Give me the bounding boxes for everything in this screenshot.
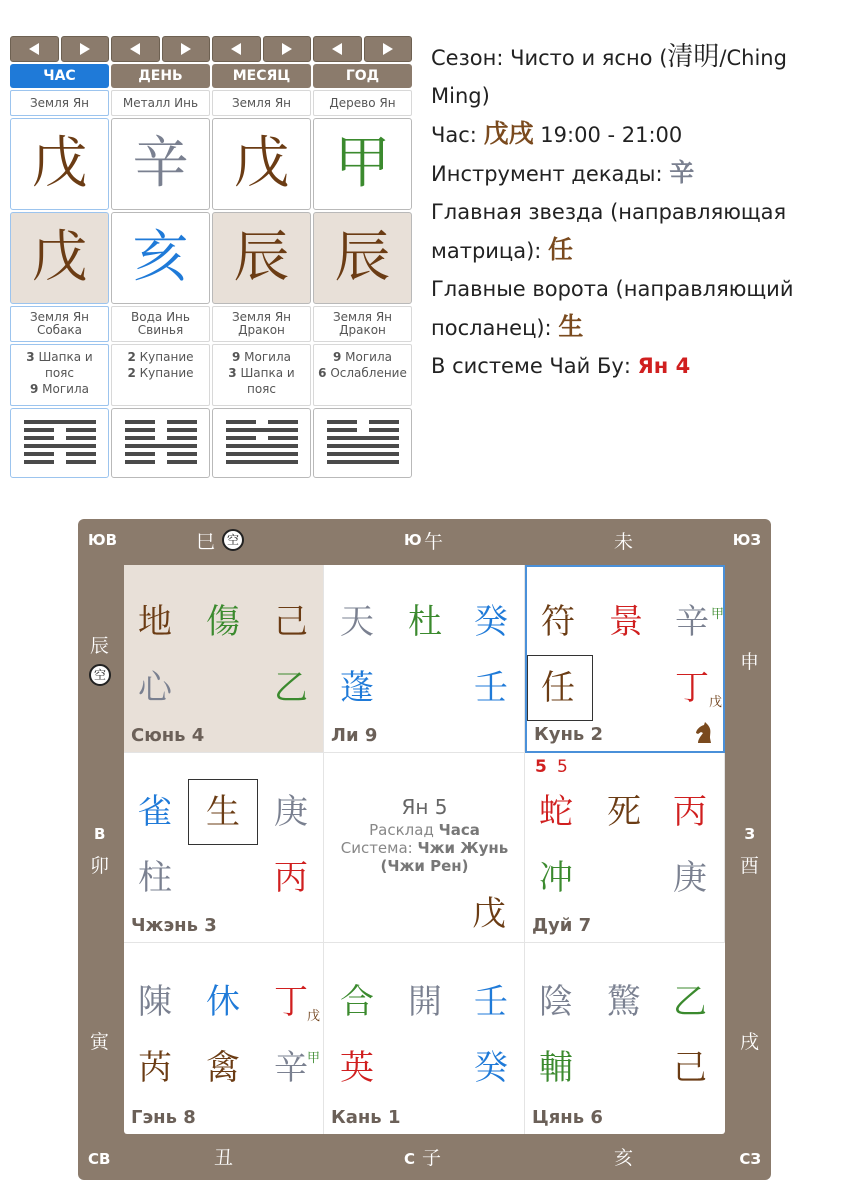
hour-branch[interactable]: 戊 (10, 212, 109, 304)
hexagram-line (24, 420, 96, 424)
star: 英 (340, 1048, 374, 1088)
heaven-stem: 丁 (274, 982, 308, 1022)
life-stages: 3 Шапка и пояс 9 Могила (10, 344, 109, 406)
palace-name: Кань 1 (331, 1107, 401, 1128)
hexagram-line (24, 460, 54, 464)
hexagram-line (226, 420, 256, 424)
center-layout: Расклад Часа (369, 821, 480, 839)
element-label: Земля Ян (212, 90, 311, 116)
hexagram-line (327, 436, 399, 440)
deity: 蛇 (539, 792, 573, 832)
hexagram-line (125, 444, 197, 448)
chaibu-line: В системе Чай Бу: Ян 4 (431, 354, 691, 378)
hexagram-line (66, 428, 96, 432)
center-title: Ян 5 (401, 795, 448, 819)
hexagram-line (369, 420, 399, 424)
branch-hai: 亥 (614, 1147, 634, 1169)
hexagram-line (125, 436, 155, 440)
day-nav (111, 36, 210, 62)
star: 輔 (539, 1048, 573, 1088)
branch-shen: 申 (739, 651, 759, 673)
hour-line: Час: 戊戌 19:00 - 21:00 (431, 119, 683, 148)
hexagram-line (125, 428, 155, 432)
star-line: Главная звезда (направляющая матрица): 任 (431, 200, 787, 264)
hexagram-line (327, 428, 357, 432)
hexagram-icon (125, 418, 197, 468)
hexagram-line (226, 444, 298, 448)
hidden-stem: 戊 (709, 695, 723, 710)
life-stages: 2 Купание 2 Купание (111, 344, 210, 406)
year-prev-button[interactable] (313, 36, 362, 62)
corner-ne: СВ (88, 1150, 111, 1168)
hour-stem[interactable]: 戊 (10, 118, 109, 210)
door: 死 (607, 792, 641, 832)
life-stages: 9 Могила 6 Ослабление (313, 344, 412, 406)
element-label: Дерево Ян (313, 90, 412, 116)
corner-se: ЮВ (88, 531, 118, 549)
earth-stem: 丙 (274, 858, 308, 898)
heaven-stem: 丙 (673, 792, 707, 832)
animal-label: Земля Ян Собака (10, 306, 109, 342)
count-badge: 5 (535, 757, 547, 777)
hexagram-line (167, 436, 197, 440)
star: 心 (138, 668, 172, 708)
day-stem[interactable]: 辛 (111, 118, 210, 210)
hexagram-line (167, 460, 197, 464)
hexagram-icon (327, 418, 399, 468)
earth-stem: 癸 (474, 1048, 508, 1088)
door: 生 (206, 792, 240, 832)
palace-name: Чжэнь 3 (131, 915, 217, 936)
tab-hour[interactable]: ЧАС (10, 64, 109, 88)
earth-stem: 辛 (274, 1048, 308, 1088)
branch-chen: 辰 (90, 635, 110, 657)
month-branch[interactable]: 辰 (212, 212, 311, 304)
gate-line: Главные ворота (направляющий посланец): 生 (431, 277, 794, 341)
palace-dui[interactable] (525, 753, 725, 943)
hour-next-button[interactable] (61, 36, 110, 62)
element-label: Металл Инь (111, 90, 210, 116)
hexagram[interactable] (10, 408, 109, 478)
direction-west: З (744, 825, 755, 843)
hexagram-line (226, 452, 298, 456)
hexagram-line (226, 436, 256, 440)
secondary-star: 禽 (206, 1048, 240, 1088)
month-nav (212, 36, 311, 62)
hexagram-line (226, 428, 298, 432)
heaven-stem: 庚 (274, 792, 308, 832)
heaven-stem: 辛 (675, 602, 709, 642)
count-badge: 5 (557, 757, 568, 777)
month-next-button[interactable] (263, 36, 312, 62)
hexagram[interactable] (313, 408, 412, 478)
hexagram-line (125, 420, 155, 424)
deity: 陰 (539, 982, 573, 1022)
palace-qian[interactable] (525, 943, 725, 1134)
year-nav (313, 36, 412, 62)
month-stem[interactable]: 戊 (212, 118, 311, 210)
hexagram-line (369, 428, 399, 432)
direction-east: В (94, 825, 106, 843)
heaven-stem: 癸 (474, 602, 508, 642)
palace-name: Гэнь 8 (131, 1107, 196, 1128)
four-pillars-panel (10, 36, 412, 480)
palace-name: Ли 9 (331, 725, 378, 746)
palace-grid (124, 565, 725, 1134)
corner-sw: ЮЗ (732, 531, 761, 549)
door: 開 (408, 982, 442, 1022)
hexagram[interactable] (111, 408, 210, 478)
branch-chou: 丑 (214, 1147, 234, 1169)
hidden-stem: 戊 (307, 1009, 321, 1024)
left-arrow-icon (229, 42, 243, 56)
hexagram-line (327, 420, 357, 424)
animal-label: Земля Ян Дракон (313, 306, 412, 342)
heaven-stem: 己 (274, 602, 308, 642)
branch-you: 酉 (739, 855, 759, 877)
deity: 地 (138, 602, 172, 642)
info-panel (431, 38, 831, 385)
hexagram-line (226, 460, 298, 464)
branch-mao: 卯 (90, 855, 110, 877)
palace-li[interactable] (324, 565, 525, 753)
void-marker-icon: 空 (222, 529, 244, 551)
hexagram-line (24, 452, 54, 456)
earth-stem: 壬 (474, 668, 508, 708)
heaven-stem: 乙 (673, 982, 707, 1022)
palace-xun[interactable] (124, 565, 324, 753)
hexagram-line (125, 460, 155, 464)
life-stages: 9 Могила 3 Шапка и пояс (212, 344, 311, 406)
deity: 天 (340, 602, 374, 642)
branch-si: 巳 (196, 531, 216, 553)
center-stem: 戊 (472, 894, 506, 934)
palace-name: Сюнь 4 (131, 725, 205, 746)
heaven-stem: 壬 (474, 982, 508, 1022)
palace-name: Дуй 7 (532, 915, 592, 936)
tab-year[interactable]: ГОД (313, 64, 412, 88)
palace-center[interactable] (324, 753, 525, 943)
palace-kan[interactable] (324, 943, 525, 1134)
right-arrow-icon (280, 42, 294, 56)
void-marker-icon: 空 (89, 664, 111, 686)
right-arrow-icon (381, 42, 395, 56)
day-prev-button[interactable] (111, 36, 160, 62)
element-label: Земля Ян (10, 90, 109, 116)
door: 景 (609, 602, 643, 642)
branch-yin: 寅 (90, 1031, 110, 1053)
hexagram-line (24, 444, 96, 448)
hexagram-line (327, 444, 399, 448)
animal-label: Земля Ян Дракон (212, 306, 311, 342)
hexagram[interactable] (212, 408, 311, 478)
corner-nw: СЗ (739, 1150, 761, 1168)
door: 傷 (206, 602, 240, 642)
branch-wu: 午 (424, 531, 444, 553)
season-line: Сезон: Чисто и ясно (清明/Ching Ming) (431, 42, 787, 108)
deity: 符 (541, 602, 575, 642)
star: 蓬 (340, 668, 374, 708)
hexagram-line (66, 460, 96, 464)
hour-nav (10, 36, 109, 62)
deity: 合 (340, 982, 374, 1022)
earth-stem: 丁 (675, 668, 709, 708)
hexagram-line (327, 452, 399, 456)
hidden-stem: 甲 (711, 607, 725, 622)
hexagram-line (24, 428, 54, 432)
hexagram-line (66, 452, 96, 456)
year-next-button[interactable] (364, 36, 413, 62)
hexagram-line (167, 420, 197, 424)
nav-row (10, 36, 412, 62)
hidden-stem: 甲 (307, 1051, 321, 1066)
hexagram-icon (24, 418, 96, 468)
deity: 雀 (138, 792, 172, 832)
earth-stem: 乙 (274, 668, 308, 708)
left-arrow-icon (128, 42, 142, 56)
deity: 陳 (138, 982, 172, 1022)
animal-label: Вода Инь Свинья (111, 306, 210, 342)
tab-month[interactable]: МЕСЯЦ (212, 64, 311, 88)
qimen-chart (78, 519, 771, 1180)
day-branch[interactable]: 亥 (111, 212, 210, 304)
earth-stem: 庚 (673, 858, 707, 898)
decade-line: Инструмент декады: 辛 (431, 158, 695, 187)
day-next-button[interactable] (162, 36, 211, 62)
right-arrow-icon (179, 42, 193, 56)
hexagram-line (66, 436, 96, 440)
door: 杜 (408, 602, 442, 642)
center-system-alt: (Чжи Рен) (380, 857, 469, 875)
palace-kun[interactable] (525, 565, 725, 753)
door: 驚 (607, 982, 641, 1022)
hexagram-line (327, 460, 399, 464)
hexagram-line (24, 436, 54, 440)
palace-zhen[interactable] (124, 753, 324, 943)
door: 休 (206, 982, 240, 1022)
branch-wei: 未 (614, 531, 634, 553)
right-arrow-icon (78, 42, 92, 56)
earth-stem: 己 (673, 1048, 707, 1088)
direction-north: С (404, 1150, 416, 1168)
hexagram-line (125, 452, 155, 456)
hexagram-line (167, 428, 197, 432)
star: 任 (541, 668, 575, 708)
left-arrow-icon (330, 42, 344, 56)
left-arrow-icon (27, 42, 41, 56)
year-branch[interactable]: 辰 (313, 212, 412, 304)
hour-prev-button[interactable] (10, 36, 59, 62)
palace-gen[interactable] (124, 943, 324, 1134)
year-stem[interactable]: 甲 (313, 118, 412, 210)
star: 芮 (138, 1048, 172, 1088)
hexagram-line (268, 436, 298, 440)
branch-zi: 子 (422, 1147, 442, 1169)
star: 柱 (138, 858, 172, 898)
center-system: Система: Чжи Жунь (340, 839, 509, 857)
palace-name: Кунь 2 (534, 724, 604, 745)
hexagram-line (167, 452, 197, 456)
tab-day[interactable]: ДЕНЬ (111, 64, 210, 88)
hexagram-icon (226, 418, 298, 468)
star: 冲 (539, 858, 573, 898)
palace-name: Цянь 6 (532, 1107, 603, 1128)
direction-south: Ю (404, 531, 422, 549)
horse-icon (693, 721, 715, 745)
hexagram-line (268, 420, 298, 424)
branch-xu: 戌 (739, 1031, 759, 1053)
month-prev-button[interactable] (212, 36, 261, 62)
